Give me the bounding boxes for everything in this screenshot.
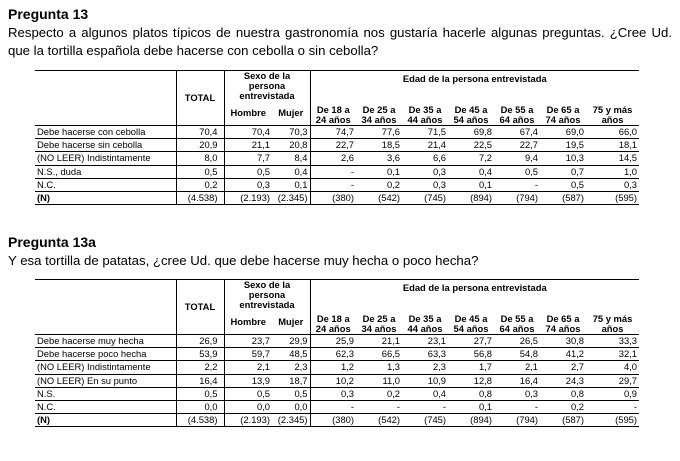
header-col: De 35 a 44 años [402, 310, 448, 335]
cell-value: 24,3 [540, 374, 586, 387]
cell-value: 23,1 [402, 335, 448, 348]
table-row [35, 335, 639, 348]
cell-value: (380) [310, 191, 356, 204]
cell-value: 14,5 [586, 152, 639, 165]
cell-value: 2,7 [540, 361, 586, 374]
cell-value: 20,8 [272, 139, 310, 152]
cell-value: - [356, 400, 402, 413]
cell-value: (2.345) [272, 414, 310, 427]
question-13-title: Pregunta 13 [8, 6, 89, 22]
question-13a-text: Y esa tortilla de patatas, ¿cree Ud. que debe hacerse muy hecha o poco hecha? [8, 253, 479, 268]
cell-value: 0,3 [310, 387, 356, 400]
cell-value: - [310, 400, 356, 413]
cell-value: 26,5 [494, 335, 540, 348]
header-col: De 25 a 34 años [356, 101, 402, 126]
cell-value: (595) [586, 191, 639, 204]
cell-value: 70,3 [272, 126, 310, 139]
header-col: De 45 a 54 años [448, 310, 494, 335]
header-row-groups [35, 280, 639, 311]
row-label: N.S. [35, 387, 176, 400]
cell-value: (587) [540, 414, 586, 427]
cell-value: (2.345) [272, 191, 310, 204]
header-total: TOTAL [176, 71, 224, 126]
cell-value: 11,0 [356, 374, 402, 387]
cell-value: 66,0 [586, 126, 639, 139]
question-13-table [35, 70, 639, 205]
cell-value: 0,1 [272, 178, 310, 191]
table-row [35, 400, 639, 413]
cell-value: 0,4 [402, 387, 448, 400]
cell-value: 0,3 [402, 178, 448, 191]
header-col: De 18 a 24 años [310, 101, 356, 126]
cell-value: 0,3 [586, 178, 639, 191]
cell-value: 53,9 [176, 348, 224, 361]
cell-value: 0,1 [448, 178, 494, 191]
cell-value: 48,5 [272, 348, 310, 361]
table-row [35, 152, 639, 165]
cell-value: 69,0 [540, 126, 586, 139]
cell-value: 0,5 [176, 165, 224, 178]
cell-value: 0,3 [402, 165, 448, 178]
cell-value: 0,1 [356, 165, 402, 178]
cell-value: (587) [540, 191, 586, 204]
cell-value: 1,7 [448, 361, 494, 374]
header-col: 75 y más años [586, 310, 639, 335]
cell-value: 0,2 [356, 178, 402, 191]
cell-value: 0,2 [356, 387, 402, 400]
header-blank [35, 71, 176, 126]
cell-value: 8,0 [176, 152, 224, 165]
table-row [35, 178, 639, 191]
cell-value: 7,7 [224, 152, 272, 165]
cell-value: 74,7 [310, 126, 356, 139]
cell-value: 20,9 [176, 139, 224, 152]
row-label: N.C. [35, 178, 176, 191]
cell-value: 2,2 [176, 361, 224, 374]
row-label: (NO LEER) Indistintamente [35, 152, 176, 165]
cell-value: 29,7 [586, 374, 639, 387]
cell-value: 69,8 [448, 126, 494, 139]
cell-value: 0,5 [494, 165, 540, 178]
row-label: Debe hacerse poco hecha [35, 348, 176, 361]
cell-value: (745) [402, 414, 448, 427]
cell-value: 9,4 [494, 152, 540, 165]
cell-value: 16,4 [176, 374, 224, 387]
cell-value: 2,1 [224, 361, 272, 374]
cell-value: 22,7 [310, 139, 356, 152]
header-col: De 65 a 74 años [540, 101, 586, 126]
row-label: (NO LEER) En su punto [35, 374, 176, 387]
header-sexo: Sexo de la persona entrevistada [224, 71, 310, 102]
cell-value: (2.193) [224, 414, 272, 427]
table-row [35, 165, 639, 178]
cell-value: - [310, 165, 356, 178]
row-label: N.S., duda [35, 165, 176, 178]
cell-value: 0,8 [448, 387, 494, 400]
cell-value: (2.193) [224, 191, 272, 204]
cell-value: 54,8 [494, 348, 540, 361]
header-col: De 55 a 64 años [494, 310, 540, 335]
cell-value: (542) [356, 191, 402, 204]
cell-value: - [310, 178, 356, 191]
cell-value: 56,8 [448, 348, 494, 361]
cell-value: 2,3 [272, 361, 310, 374]
cell-value: 0,5 [540, 178, 586, 191]
cell-value: 1,2 [310, 361, 356, 374]
cell-value: 0,3 [494, 387, 540, 400]
cell-value: 63,3 [402, 348, 448, 361]
header-col: 75 y más años [586, 101, 639, 126]
cell-value: 0,5 [272, 387, 310, 400]
row-label: (N) [35, 414, 176, 427]
table-row [35, 361, 639, 374]
cell-value: 25,9 [310, 335, 356, 348]
table-row-n [35, 191, 639, 204]
cell-value: 0,5 [224, 387, 272, 400]
cell-value: - [586, 400, 639, 413]
cell-value: 4,0 [586, 361, 639, 374]
cell-value: 70,4 [176, 126, 224, 139]
table-row [35, 374, 639, 387]
cell-value: 18,1 [586, 139, 639, 152]
question-13-text: Respecto a algunos platos típicos de nuestra gastronomía nos gustaría hacerle algunas preguntas. ¿Cree Ud. que la tortilla española debe hacerse con cebolla o sin cebolla? [8, 25, 672, 58]
cell-value: (4.538) [176, 414, 224, 427]
cell-value: (894) [448, 191, 494, 204]
table-row [35, 126, 639, 139]
cell-value: - [402, 400, 448, 413]
cell-value: 6,6 [402, 152, 448, 165]
row-label: Debe hacerse con cebolla [35, 126, 176, 139]
cell-value: 7,2 [448, 152, 494, 165]
cell-value: 29,9 [272, 335, 310, 348]
cell-value: 22,5 [448, 139, 494, 152]
cell-value: 0,2 [540, 400, 586, 413]
cell-value: 12,8 [448, 374, 494, 387]
cell-value: 0,8 [540, 387, 586, 400]
cell-value: (595) [586, 414, 639, 427]
header-col: Hombre [224, 101, 272, 126]
question-13a-table [35, 279, 639, 427]
header-col: De 45 a 54 años [448, 101, 494, 126]
cell-value: 19,5 [540, 139, 586, 152]
cell-value: 2,3 [402, 361, 448, 374]
cell-value: 22,7 [494, 139, 540, 152]
cell-value: 0,4 [448, 165, 494, 178]
table-row [35, 348, 639, 361]
header-edad: Edad de la persona entrevistada [310, 280, 639, 311]
table-row [35, 387, 639, 400]
cell-value: 0,1 [448, 400, 494, 413]
cell-value: 70,4 [224, 126, 272, 139]
cell-value: 77,6 [356, 126, 402, 139]
cell-value: 2,1 [494, 361, 540, 374]
cell-value: (794) [494, 414, 540, 427]
cell-value: 41,2 [540, 348, 586, 361]
header-col: De 25 a 34 años [356, 310, 402, 335]
row-label: N.C. [35, 400, 176, 413]
cell-value: 0,0 [176, 400, 224, 413]
cell-value: (894) [448, 414, 494, 427]
cell-value: 0,0 [272, 400, 310, 413]
cell-value: (794) [494, 191, 540, 204]
cell-value: 3,6 [356, 152, 402, 165]
cell-value: 0,5 [176, 387, 224, 400]
cell-value: 0,9 [586, 387, 639, 400]
cell-value: 0,4 [272, 165, 310, 178]
table-row [35, 139, 639, 152]
header-col: De 35 a 44 años [402, 101, 448, 126]
cell-value: 21,4 [402, 139, 448, 152]
cell-value: 32,1 [586, 348, 639, 361]
cell-value: (380) [310, 414, 356, 427]
cell-value: 16,4 [494, 374, 540, 387]
cell-value: (4.538) [176, 191, 224, 204]
cell-value: 1,3 [356, 361, 402, 374]
cell-value: 21,1 [356, 335, 402, 348]
cell-value: 67,4 [494, 126, 540, 139]
cell-value: 59,7 [224, 348, 272, 361]
header-total: TOTAL [176, 280, 224, 335]
header-col: De 65 a 74 años [540, 310, 586, 335]
cell-value: 27,7 [448, 335, 494, 348]
cell-value: (542) [356, 414, 402, 427]
cell-value: 26,9 [176, 335, 224, 348]
row-label: Debe hacerse sin cebolla [35, 139, 176, 152]
cell-value: 13,9 [224, 374, 272, 387]
cell-value: 33,3 [586, 335, 639, 348]
cell-value: 18,5 [356, 139, 402, 152]
header-blank [35, 280, 176, 335]
cell-value: 66,5 [356, 348, 402, 361]
cell-value: 23,7 [224, 335, 272, 348]
cell-value: 30,8 [540, 335, 586, 348]
cell-value: 0,5 [224, 165, 272, 178]
cell-value: 2,6 [310, 152, 356, 165]
header-edad: Edad de la persona entrevistada [310, 71, 639, 102]
cell-value: 10,9 [402, 374, 448, 387]
header-col: De 55 a 64 años [494, 101, 540, 126]
cell-value: 0,3 [224, 178, 272, 191]
question-13a-title: Pregunta 13a [8, 234, 96, 250]
row-label: (NO LEER) Indistintamente [35, 361, 176, 374]
cell-value: 62,3 [310, 348, 356, 361]
header-col: Mujer [272, 310, 310, 335]
cell-value: - [494, 400, 540, 413]
cell-value: 0,7 [540, 165, 586, 178]
cell-value: - [494, 178, 540, 191]
header-row-groups [35, 71, 639, 102]
row-label: Debe hacerse muy hecha [35, 335, 176, 348]
header-sexo: Sexo de la persona entrevistada [224, 280, 310, 311]
cell-value: 0,2 [176, 178, 224, 191]
cell-value: 1,0 [586, 165, 639, 178]
cell-value: 8,4 [272, 152, 310, 165]
row-label: (N) [35, 191, 176, 204]
header-col: Hombre [224, 310, 272, 335]
table-row-n [35, 414, 639, 427]
cell-value: 0,0 [224, 400, 272, 413]
cell-value: 21,1 [224, 139, 272, 152]
cell-value: 18,7 [272, 374, 310, 387]
cell-value: 71,5 [402, 126, 448, 139]
cell-value: 10,2 [310, 374, 356, 387]
header-col: Mujer [272, 101, 310, 126]
cell-value: (745) [402, 191, 448, 204]
header-col: De 18 a 24 años [310, 310, 356, 335]
cell-value: 10,3 [540, 152, 586, 165]
